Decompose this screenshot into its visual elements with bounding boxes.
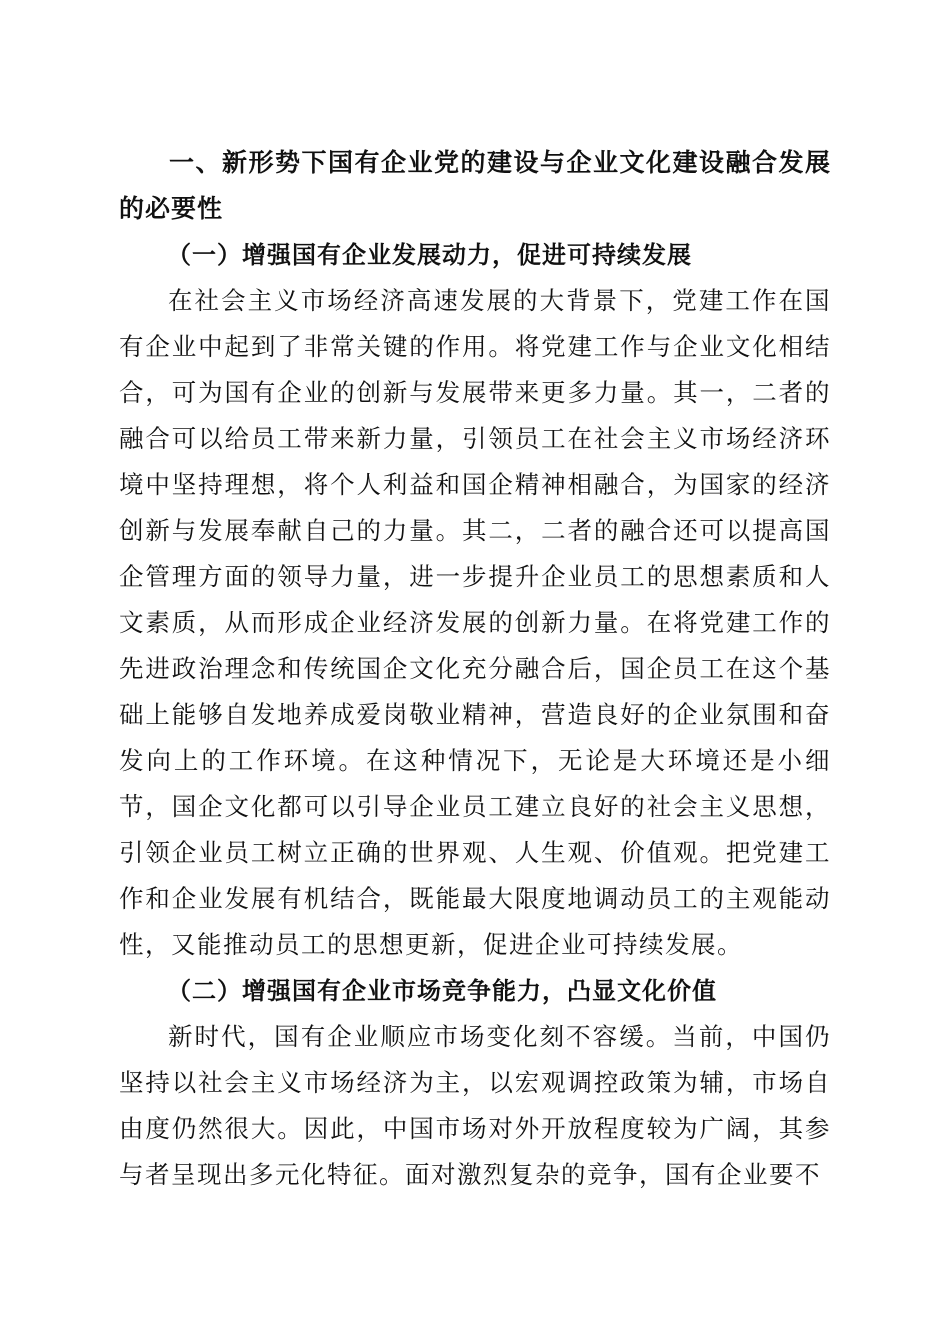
section-2-heading: （二）增强国有企业市场竞争能力，凸显文化价值 — [167, 976, 717, 1005]
document-body — [119, 140, 831, 1198]
section-1-paragraph: 在社会主义市场经济高速发展的大背景下，党建工作在国有企业中起到了非常关键的作用。将党建工作与企业文化相结合，可为国有企业的创新与发展带来更多力量。其一，二者的融合可以给员工带来新力量，引领员工在社会主义市场经济环境中坚持理想，将个人利益和国企精神相融合，为国家的经济创新与发展奉献自己的力量。其二，二者的融合还可以提高国企管理方面的领导力量，进一步提升企业员工的思想素质和人文素质，从而形成企业经济发展的创新力量。在将党建工作的先进政治理念和传统国企文化充分融合后，国企员工在这个基础上能够自发地养成爱岗敬业精神，营造良好的企业氛围和奋发向上的工作环境。在这种情况下，无论是大环境还是小细节，国企文化都可以引导企业员工建立良好的社会主义思想，引领企业员工树立正确的世界观、人生观、价值观。把党建工作和企业发展有机结合，既能最大限度地调动员工的主观能动性，又能推动员工的思想更新，促进企业可持续发展。 — [119, 286, 831, 959]
section-2-paragraph: 新时代，国有企业顺应市场变化刻不容缓。当前，中国仍坚持以社会主义市场经济为主，以宏观调控政策为辅，市场自由度仍然很大。因此，中国市场对外开放程度较为广阔，其参与者呈现出多元化特征。面对激烈复杂的竞争，国有企业要不 — [119, 1022, 831, 1189]
main-heading: 一、新形势下国有企业党的建设与企业文化建设融合发展的必要性 — [119, 148, 831, 223]
section-1-heading: （一）增强国有企业发展动力，促进可持续发展 — [167, 240, 692, 269]
